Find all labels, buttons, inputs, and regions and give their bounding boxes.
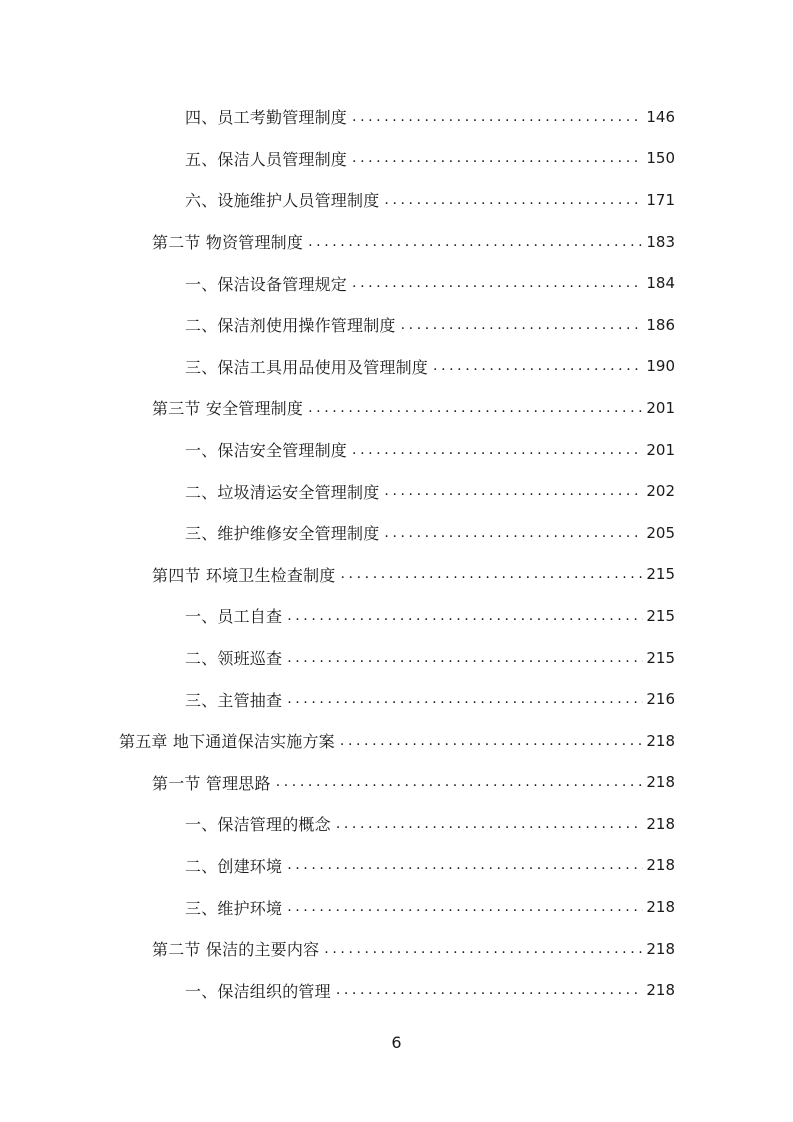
toc-entry-title: 五、保洁人员管理制度 bbox=[185, 149, 348, 169]
toc-entry-title: 一、保洁设备管理规定 bbox=[185, 274, 348, 294]
toc-entry-page: 215 bbox=[646, 648, 675, 667]
toc-entry[interactable] bbox=[0, 886, 793, 928]
toc-entry[interactable] bbox=[0, 969, 793, 1011]
toc-entry-title: 三、主管抽查 bbox=[185, 690, 283, 710]
toc-leader-dots bbox=[352, 442, 643, 458]
toc-entry[interactable] bbox=[0, 179, 793, 221]
toc-leader-dots bbox=[336, 816, 644, 832]
toc-leader-dots bbox=[287, 691, 643, 707]
toc-entry-page: 150 bbox=[646, 149, 675, 168]
table-of-contents bbox=[0, 96, 793, 1011]
toc-entry[interactable] bbox=[0, 554, 793, 596]
toc-entry-title: 四、员工考勤管理制度 bbox=[185, 108, 348, 128]
toc-entry-title: 三、维护维修安全管理制度 bbox=[185, 524, 380, 544]
toc-entry-page: 146 bbox=[646, 107, 675, 126]
toc-entry-page: 218 bbox=[646, 981, 675, 1000]
toc-entry[interactable] bbox=[0, 387, 793, 429]
toc-entry-page: 171 bbox=[646, 190, 675, 209]
toc-entry-title: 第三节 安全管理制度 bbox=[152, 399, 304, 419]
toc-entry[interactable] bbox=[0, 928, 793, 970]
toc-leader-dots bbox=[401, 317, 644, 333]
toc-entry[interactable] bbox=[0, 678, 793, 720]
toc-entry[interactable] bbox=[0, 304, 793, 346]
toc-entry-page: 201 bbox=[646, 440, 675, 459]
toc-entry[interactable] bbox=[0, 803, 793, 845]
toc-entry[interactable] bbox=[0, 637, 793, 679]
toc-entry[interactable] bbox=[0, 262, 793, 304]
toc-entry-title: 三、维护环境 bbox=[185, 898, 283, 918]
toc-entry-page: 218 bbox=[646, 898, 675, 917]
toc-entry-title: 二、保洁剂使用操作管理制度 bbox=[185, 316, 396, 336]
toc-entry[interactable] bbox=[0, 595, 793, 637]
toc-entry[interactable] bbox=[0, 512, 793, 554]
toc-leader-dots bbox=[308, 234, 643, 250]
toc-leader-dots bbox=[340, 733, 643, 749]
toc-entry-title: 二、领班巡查 bbox=[185, 649, 283, 669]
toc-entry[interactable] bbox=[0, 845, 793, 887]
toc-entry-title: 一、保洁组织的管理 bbox=[185, 981, 331, 1001]
toc-entry[interactable] bbox=[0, 346, 793, 388]
toc-leader-dots bbox=[308, 400, 643, 416]
toc-entry[interactable] bbox=[0, 96, 793, 138]
toc-leader-dots bbox=[384, 483, 643, 499]
toc-leader-dots bbox=[384, 192, 643, 208]
toc-leader-dots bbox=[336, 982, 644, 998]
toc-entry-title: 一、保洁管理的概念 bbox=[185, 815, 331, 835]
toc-leader-dots bbox=[287, 899, 643, 915]
toc-leader-dots bbox=[384, 525, 643, 541]
toc-entry-page: 218 bbox=[646, 814, 675, 833]
toc-entry-page: 190 bbox=[646, 357, 675, 376]
toc-entry-page: 184 bbox=[646, 274, 675, 293]
toc-entry-page: 202 bbox=[646, 482, 675, 501]
toc-leader-dots bbox=[287, 608, 643, 624]
toc-entry-title: 第二节 物资管理制度 bbox=[152, 233, 304, 253]
toc-entry-page: 218 bbox=[646, 773, 675, 792]
toc-entry-page: 215 bbox=[646, 606, 675, 625]
toc-entry-page: 218 bbox=[646, 939, 675, 958]
toc-entry-title: 第一节 管理思路 bbox=[152, 773, 271, 793]
toc-leader-dots bbox=[352, 150, 643, 166]
toc-entry-title: 第四节 环境卫生检查制度 bbox=[152, 565, 336, 585]
toc-leader-dots bbox=[287, 650, 643, 666]
toc-entry-title: 二、创建环境 bbox=[185, 856, 283, 876]
toc-entry[interactable] bbox=[0, 470, 793, 512]
toc-entry-title: 三、保洁工具用品使用及管理制度 bbox=[185, 357, 429, 377]
toc-entry-title: 二、垃圾清运安全管理制度 bbox=[185, 482, 380, 502]
toc-leader-dots bbox=[352, 275, 643, 291]
page-number: 6 bbox=[391, 1033, 402, 1052]
toc-entry[interactable] bbox=[0, 138, 793, 180]
toc-entry-title: 第五章 地下通道保洁实施方案 bbox=[119, 732, 335, 752]
toc-leader-dots bbox=[276, 774, 644, 790]
toc-leader-dots bbox=[433, 358, 643, 374]
toc-entry[interactable] bbox=[0, 221, 793, 263]
toc-entry-page: 218 bbox=[646, 731, 675, 750]
toc-entry-page: 201 bbox=[646, 398, 675, 417]
toc-leader-dots bbox=[341, 566, 644, 582]
toc-entry-title: 一、员工自查 bbox=[185, 607, 283, 627]
toc-leader-dots bbox=[287, 857, 643, 873]
toc-entry-title: 一、保洁安全管理制度 bbox=[185, 441, 348, 461]
toc-entry[interactable] bbox=[0, 720, 793, 762]
toc-entry-page: 183 bbox=[646, 232, 675, 251]
toc-entry-page: 216 bbox=[646, 690, 675, 709]
toc-entry-page: 186 bbox=[646, 315, 675, 334]
toc-leader-dots bbox=[352, 109, 643, 125]
toc-entry-title: 六、设施维护人员管理制度 bbox=[185, 191, 380, 211]
toc-leader-dots bbox=[324, 941, 643, 957]
toc-entry-page: 218 bbox=[646, 856, 675, 875]
toc-entry[interactable] bbox=[0, 429, 793, 471]
toc-entry[interactable] bbox=[0, 762, 793, 804]
toc-entry-page: 215 bbox=[646, 565, 675, 584]
toc-entry-page: 205 bbox=[646, 523, 675, 542]
toc-entry-title: 第二节 保洁的主要内容 bbox=[152, 940, 320, 960]
